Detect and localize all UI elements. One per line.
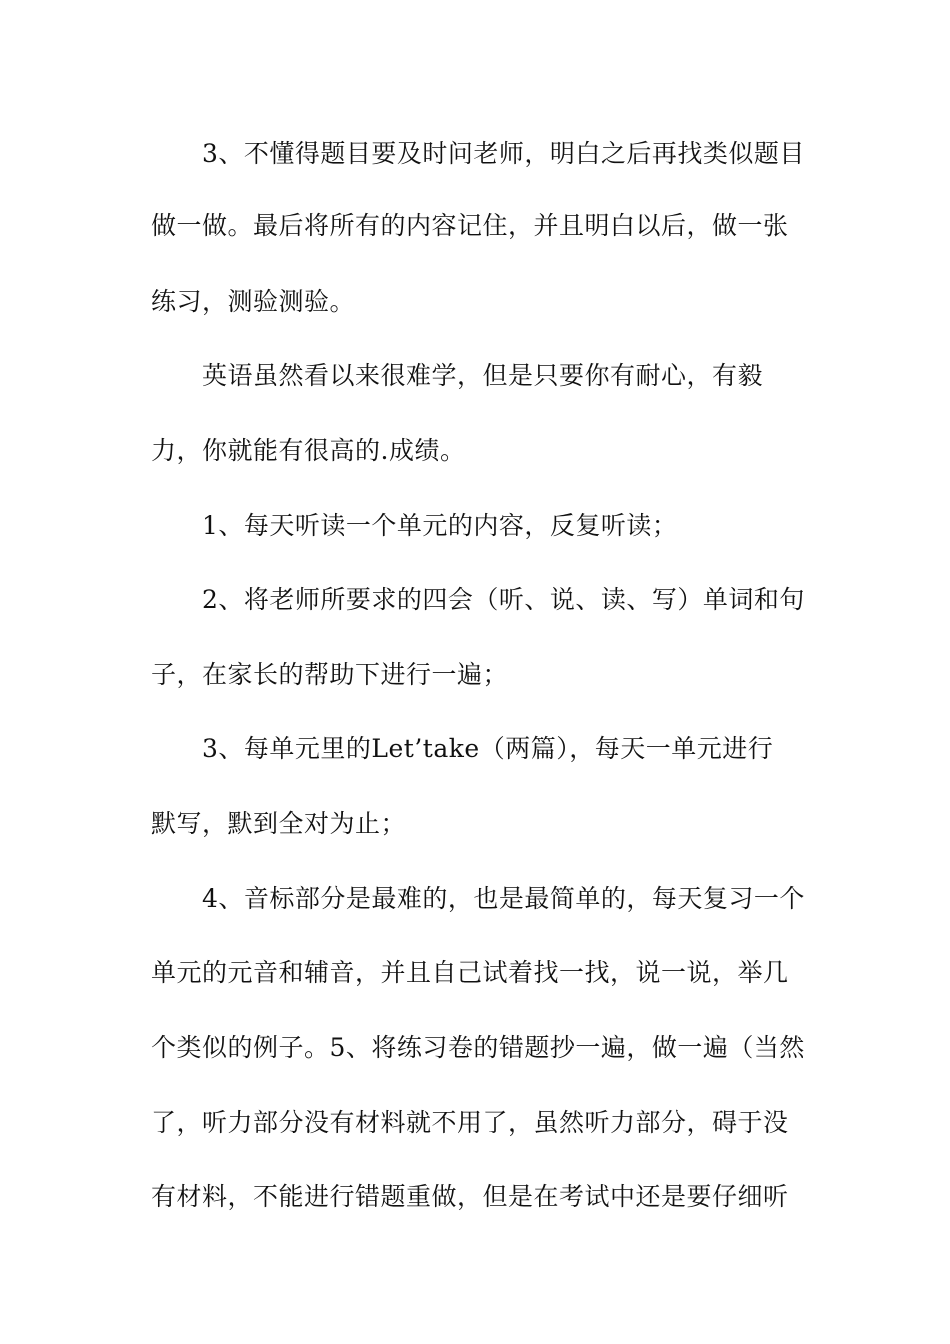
text-line: 做一做。最后将所有的内容记住，并且明白以后，做一张 — [151, 211, 789, 240]
text-line: 个类似的例子。5、将练习卷的错题抄一遍，做一遍（当然 — [151, 1033, 805, 1062]
text-line: 有材料，不能进行错题重做，但是在考试中还是要仔细听 — [151, 1182, 789, 1211]
text-line: 默写，默到全对为止； — [151, 809, 407, 838]
text-line: 力，你就能有很高的.成绩。 — [151, 436, 466, 465]
text-line: 3、每单元里的Let’take（两篇），每天一单元进行 — [202, 734, 774, 763]
text-line: 了，听力部分没有材料就不用了，虽然听力部分，碍于没 — [151, 1108, 789, 1137]
text-line: 4、音标部分是最难的，也是最简单的，每天复习一个 — [202, 884, 805, 913]
text-line: 2、将老师所要求的四会（听、说、读、写）单词和句 — [202, 585, 805, 614]
text-line: 子，在家长的帮助下进行一遍； — [151, 660, 509, 689]
text-line: 英语虽然看以来很难学，但是只要你有耐心，有毅 — [202, 361, 764, 390]
text-line: 单元的元音和辅音，并且自己试着找一找，说一说，举几 — [151, 958, 789, 987]
text-line: 1、每天听读一个单元的内容，反复听读； — [202, 511, 678, 540]
text-line: 3、不懂得题目要及时问老师，明白之后再找类似题目 — [202, 139, 805, 168]
text-line: 练习，测验测验。 — [151, 287, 356, 316]
